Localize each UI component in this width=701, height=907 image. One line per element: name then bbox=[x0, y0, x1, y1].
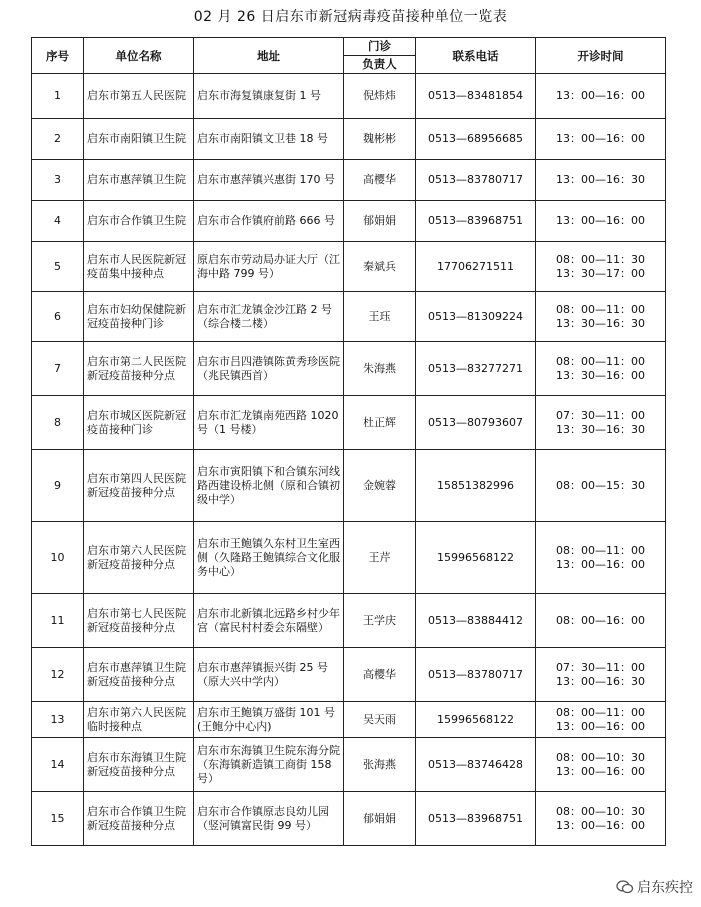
cell-unit: 启东市第四人民医院新冠疫苗接种分点 bbox=[84, 450, 194, 522]
cell-person: 王学庆 bbox=[344, 594, 416, 648]
cell-hours: 08：00—10：30 13：00—16：00 bbox=[536, 792, 666, 846]
cell-no: 12 bbox=[32, 648, 84, 702]
table-row bbox=[32, 119, 666, 160]
cell-no: 8 bbox=[32, 396, 84, 450]
table-row bbox=[32, 74, 666, 119]
cell-unit: 启东市东海镇卫生院新冠疫苗接种分点 bbox=[84, 738, 194, 792]
cell-no: 13 bbox=[32, 702, 84, 738]
cell-hours: 13：00—16：30 bbox=[536, 160, 666, 201]
table-row bbox=[32, 522, 666, 594]
cell-phone: 0513—83780717 bbox=[416, 648, 536, 702]
cell-address: 原启东市劳动局办证大厅（江海中路 799 号） bbox=[194, 242, 344, 292]
cell-unit: 启东市惠萍镇卫生院新冠疫苗接种分点 bbox=[84, 648, 194, 702]
cell-address: 启东市合作镇原志良幼儿园（竖河镇富民街 99 号） bbox=[194, 792, 344, 846]
cell-phone: 15996568122 bbox=[416, 522, 536, 594]
cell-unit: 启东市合作镇卫生院 bbox=[84, 201, 194, 242]
header-no: 序号 bbox=[32, 38, 84, 74]
table-row bbox=[32, 242, 666, 292]
table-row bbox=[32, 702, 666, 738]
cell-no: 14 bbox=[32, 738, 84, 792]
cell-no: 11 bbox=[32, 594, 84, 648]
table-row bbox=[32, 450, 666, 522]
cell-address: 启东市寅阳镇下和合镇东河线路西建设桥北侧（原和合镇初级中学） bbox=[194, 450, 344, 522]
cell-person: 郁娟娟 bbox=[344, 792, 416, 846]
cell-unit: 启东市妇幼保健院新冠疫苗接种门诊 bbox=[84, 292, 194, 342]
cell-hours: 08：00—11：00 13：30—16：30 bbox=[536, 292, 666, 342]
cell-person: 郁娟娟 bbox=[344, 201, 416, 242]
cell-hours: 08：00—11：30 13：30—17：00 bbox=[536, 242, 666, 292]
cell-phone: 17706271511 bbox=[416, 242, 536, 292]
cell-person: 张海燕 bbox=[344, 738, 416, 792]
cell-address: 启东市惠萍镇振兴街 25 号（原大兴中学内） bbox=[194, 648, 344, 702]
cell-unit: 启东市第五人民医院 bbox=[84, 74, 194, 119]
cell-phone: 15851382996 bbox=[416, 450, 536, 522]
cell-address: 启东市王鲍镇万盛街 101 号(王鲍分中心内) bbox=[194, 702, 344, 738]
cell-hours: 08：00—15：30 bbox=[536, 450, 666, 522]
cell-hours: 08：00—11：00 13：00—16：00 bbox=[536, 522, 666, 594]
cell-address: 启东市北新镇北远路乡村少年宫（富民村村委会东隔壁） bbox=[194, 594, 344, 648]
cell-phone: 0513—83481854 bbox=[416, 74, 536, 119]
cell-hours: 08：00—11：00 13：30—16：00 bbox=[536, 342, 666, 396]
cell-unit: 启东市人民医院新冠疫苗集中接种点 bbox=[84, 242, 194, 292]
table-row bbox=[32, 738, 666, 792]
table-row bbox=[32, 792, 666, 846]
cell-no: 5 bbox=[32, 242, 84, 292]
cell-no: 9 bbox=[32, 450, 84, 522]
cell-address: 启东市汇龙镇金沙江路 2 号（综合楼二楼） bbox=[194, 292, 344, 342]
cell-address: 启东市汇龙镇南苑西路 1020 号（1 号楼） bbox=[194, 396, 344, 450]
cell-person: 王芹 bbox=[344, 522, 416, 594]
cell-no: 7 bbox=[32, 342, 84, 396]
table-row bbox=[32, 396, 666, 450]
table-row bbox=[32, 292, 666, 342]
cell-person: 倪炜炜 bbox=[344, 74, 416, 119]
cell-person: 吴天雨 bbox=[344, 702, 416, 738]
header-phone: 联系电话 bbox=[416, 38, 536, 74]
cell-no: 3 bbox=[32, 160, 84, 201]
cell-no: 10 bbox=[32, 522, 84, 594]
cell-person: 高樱华 bbox=[344, 648, 416, 702]
cell-hours: 07：30—11：00 13：00—16：30 bbox=[536, 648, 666, 702]
cell-address: 启东市惠萍镇兴惠街 170 号 bbox=[194, 160, 344, 201]
cell-address: 启东市南阳镇文卫巷 18 号 bbox=[194, 119, 344, 160]
wechat-official-account-icon bbox=[616, 880, 634, 894]
cell-hours: 08：00—10：30 13：00—16：00 bbox=[536, 738, 666, 792]
cell-no: 1 bbox=[32, 74, 84, 119]
cell-phone: 0513—80793607 bbox=[416, 396, 536, 450]
header-address: 地址 bbox=[194, 38, 344, 74]
cell-unit: 启东市惠萍镇卫生院 bbox=[84, 160, 194, 201]
cell-unit: 启东市南阳镇卫生院 bbox=[84, 119, 194, 160]
cell-unit: 启东市第二人民医院新冠疫苗接种分点 bbox=[84, 342, 194, 396]
table-row bbox=[32, 342, 666, 396]
header-hours: 开诊时间 bbox=[536, 38, 666, 74]
page-title: 02 月 26 日启东市新冠病毒疫苗接种单位一览表 bbox=[193, 9, 508, 25]
cell-phone: 0513—68956685 bbox=[416, 119, 536, 160]
header-person-line1: 门诊 bbox=[344, 38, 415, 56]
cell-person: 金婉蓉 bbox=[344, 450, 416, 522]
cell-phone: 0513—83968751 bbox=[416, 201, 536, 242]
vaccination-sites-table bbox=[31, 37, 666, 846]
header-person-line2: 负责人 bbox=[362, 57, 397, 71]
cell-phone: 0513—83780717 bbox=[416, 160, 536, 201]
cell-address: 启东市合作镇府前路 666 号 bbox=[194, 201, 344, 242]
cell-hours: 08：00—16：00 bbox=[536, 594, 666, 648]
table-row bbox=[32, 648, 666, 702]
cell-person: 王珏 bbox=[344, 292, 416, 342]
cell-hours: 13：00—16：00 bbox=[536, 74, 666, 119]
cell-unit: 启东市第七人民医院新冠疫苗接种分点 bbox=[84, 594, 194, 648]
cell-phone: 15996568122 bbox=[416, 702, 536, 738]
cell-phone: 0513—81309224 bbox=[416, 292, 536, 342]
cell-address: 启东市东海镇卫生院东海分院（东海镇新造镇工商街 158 号） bbox=[194, 738, 344, 792]
cell-no: 6 bbox=[32, 292, 84, 342]
cell-phone: 0513—83746428 bbox=[416, 738, 536, 792]
cell-person: 秦斌兵 bbox=[344, 242, 416, 292]
watermark-text: 启东疾控 bbox=[637, 880, 693, 896]
table-header-row bbox=[32, 38, 666, 74]
table-row bbox=[32, 594, 666, 648]
watermark bbox=[616, 877, 693, 897]
table-row bbox=[32, 201, 666, 242]
cell-hours: 07：30—11：00 13：30—16：30 bbox=[536, 396, 666, 450]
table-row bbox=[32, 160, 666, 201]
cell-phone: 0513—83968751 bbox=[416, 792, 536, 846]
cell-address: 启东市吕四港镇陈黄秀珍医院（兆民镇西首） bbox=[194, 342, 344, 396]
cell-unit: 启东市合作镇卫生院新冠疫苗接种分点 bbox=[84, 792, 194, 846]
cell-person: 魏彬彬 bbox=[344, 119, 416, 160]
cell-unit: 启东市第六人民医院新冠疫苗接种分点 bbox=[84, 522, 194, 594]
cell-hours: 08：00—11：00 13：00—16：00 bbox=[536, 702, 666, 738]
cell-unit: 启东市城区医院新冠疫苗接种门诊 bbox=[84, 396, 194, 450]
cell-phone: 0513—83277271 bbox=[416, 342, 536, 396]
cell-person: 朱海燕 bbox=[344, 342, 416, 396]
cell-hours: 13：00—16：00 bbox=[536, 119, 666, 160]
cell-hours: 13：00—16：00 bbox=[536, 201, 666, 242]
cell-address: 启东市王鲍镇久东村卫生室西侧（久隆路王鲍镇综合文化服务中心） bbox=[194, 522, 344, 594]
header-unit: 单位名称 bbox=[84, 38, 194, 74]
cell-person: 高樱华 bbox=[344, 160, 416, 201]
cell-address: 启东市海复镇康复街 1 号 bbox=[194, 74, 344, 119]
cell-no: 15 bbox=[32, 792, 84, 846]
cell-unit: 启东市第六人民医院临时接种点 bbox=[84, 702, 194, 738]
cell-no: 2 bbox=[32, 119, 84, 160]
cell-no: 4 bbox=[32, 201, 84, 242]
cell-person: 杜正辉 bbox=[344, 396, 416, 450]
header-person bbox=[344, 38, 416, 74]
cell-phone: 0513—83884412 bbox=[416, 594, 536, 648]
